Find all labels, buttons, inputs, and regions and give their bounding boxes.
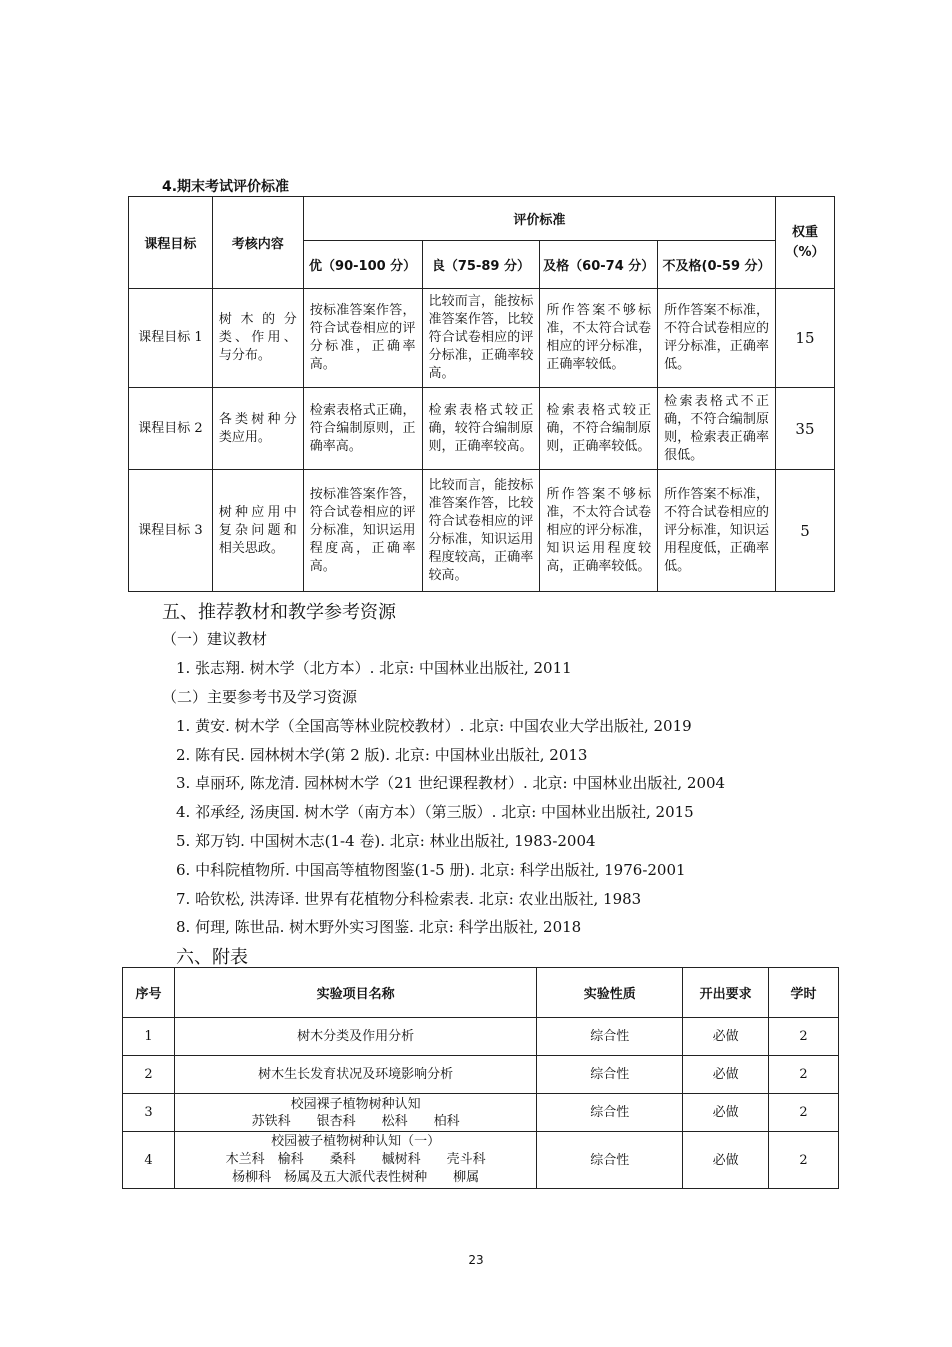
nature-cell: 综合性 [537, 1094, 683, 1132]
header-hours: 学时 [769, 968, 839, 1018]
table-row [129, 470, 835, 592]
reference-item: 5. 郑万钧. 中国树木志(1-4 卷). 北京: 林业出版社, 1983-2004 [176, 832, 596, 850]
goal-cell: 课程目标 2 [129, 388, 213, 470]
name-line: 树木分类及作用分析 [297, 1029, 415, 1044]
excellent-cell: 按标准答案作答，符合试卷相应的评分标准，知识运用程度高，正确率高。 [303, 470, 422, 592]
req-cell: 必做 [683, 1094, 769, 1132]
header-fail: 不及格(0-59 分） [658, 241, 776, 289]
fail-cell: 检索表格式不正确，不符合编制原则，检索表正确率很低。 [658, 388, 776, 470]
header-excellent: 优（90-100 分） [303, 241, 422, 289]
excellent-cell: 检索表格式正确，符合编制原则，正确率高。 [303, 388, 422, 470]
name-cell [174, 1018, 536, 1056]
textbook-subtitle: （一）建议教材 [162, 630, 268, 648]
header-weight: 权重（%） [775, 197, 834, 289]
weight-cell: 5 [775, 470, 834, 592]
good-cell: 比较而言，能按标准答案作答，比较符合试卷相应的评分标准，正确率较高。 [422, 289, 540, 388]
good-cell: 检索表格式较正确，较符合编制原则，正确率较高。 [422, 388, 540, 470]
nature-cell: 综合性 [537, 1132, 683, 1189]
experiment-table [122, 967, 839, 1189]
fail-cell: 所作答案不标准，不符合试卷相应的评分标准，正确率低。 [658, 289, 776, 388]
no-cell: 1 [123, 1018, 175, 1056]
weight-cell: 15 [775, 289, 834, 388]
header-content: 考核内容 [212, 197, 303, 289]
table-row [129, 388, 835, 470]
section5-title: 五、推荐教材和教学参考资源 [162, 602, 396, 623]
name-line: 杨柳科 杨属及五大派代表性树种 柳属 [232, 1170, 480, 1185]
reference-item: 8. 何理, 陈世品. 树木野外实习图鉴. 北京: 科学出版社, 2018 [176, 918, 582, 936]
nature-cell: 综合性 [537, 1056, 683, 1094]
pass-cell: 所作答案不够标准，不太符合试卷相应的评分标准，知识运用程度较高，正确率较低。 [540, 470, 658, 592]
no-cell: 4 [123, 1132, 175, 1189]
excellent-cell: 按标准答案作答，符合试卷相应的评分标准，正确率高。 [303, 289, 422, 388]
header-pass: 及格（60-74 分） [540, 241, 658, 289]
name-line: 苏铁科 银杏科 松科 柏科 [251, 1113, 460, 1129]
req-cell: 必做 [683, 1132, 769, 1189]
reference-item: 7. 哈钦松, 洪涛译. 世界有花植物分科检索表. 北京: 农业出版社, 1983 [176, 890, 642, 908]
table-row [123, 1094, 839, 1132]
table-row [123, 1056, 839, 1094]
header-good: 良（75-89 分） [422, 241, 540, 289]
goal-cell: 课程目标 3 [129, 470, 213, 592]
reference-item: 4. 祁承经, 汤庚国. 树木学（南方本）（第三版）. 北京: 中国林业出版社, 2015 [176, 803, 694, 821]
table-row [129, 289, 835, 388]
name-cell [174, 1094, 536, 1132]
hours-cell: 2 [769, 1132, 839, 1189]
textbook-item: 1. 张志翔. 树木学（北方本）. 北京: 中国林业出版社, 2011 [176, 659, 572, 677]
name-line: 校园被子植物树种认知（一） [271, 1134, 441, 1149]
reference-item: 3. 卓丽环, 陈龙清. 园林树木学（21 世纪课程教材）. 北京: 中国林业出版社, 2004 [176, 774, 726, 792]
name-line: 校园裸子植物树种认知 [290, 1096, 421, 1112]
hours-cell: 2 [769, 1094, 839, 1132]
weight-cell: 35 [775, 388, 834, 470]
req-cell: 必做 [683, 1056, 769, 1094]
pass-cell: 检索表格式较正确，不符合编制原则，正确率较低。 [540, 388, 658, 470]
pass-cell: 所作答案不够标准，不太符合试卷相应的评分标准，正确率较低。 [540, 289, 658, 388]
reference-item: 2. 陈有民. 园林树木学(第 2 版). 北京: 中国林业出版社, 2013 [176, 746, 588, 764]
name-cell [174, 1132, 536, 1189]
header-criteria: 评价标准 [303, 197, 775, 241]
page-number: 23 [468, 1253, 484, 1267]
content-cell: 树种应用中复杂问题和相关思政。 [212, 470, 303, 592]
hours-cell: 2 [769, 1018, 839, 1056]
section4-title: 4.期末考试评价标准 [162, 179, 290, 195]
header-no: 序号 [123, 968, 175, 1018]
name-line: 木兰科 榆科 桑科 槭树科 壳斗科 [225, 1152, 486, 1167]
header-goal: 课程目标 [129, 197, 213, 289]
header-nature: 实验性质 [537, 968, 683, 1018]
no-cell: 3 [123, 1094, 175, 1132]
no-cell: 2 [123, 1056, 175, 1094]
fail-cell: 所作答案不标准，不符合试卷相应的评分标准，知识运用程度低，正确率低。 [658, 470, 776, 592]
eval-criteria-table [128, 196, 835, 592]
table-row [123, 1018, 839, 1056]
table-row [123, 1132, 839, 1189]
reference-item: 1. 黄安. 树木学（全国高等林业院校教材）. 北京: 中国农业大学出版社, 2019 [176, 717, 692, 735]
content-cell: 树木的分类、作用、与分布。 [212, 289, 303, 388]
goal-cell: 课程目标 1 [129, 289, 213, 388]
references-subtitle: （二）主要参考书及学习资源 [162, 688, 358, 706]
nature-cell: 综合性 [537, 1018, 683, 1056]
header-req: 开出要求 [683, 968, 769, 1018]
reference-item: 6. 中科院植物所. 中国高等植物图鉴(1-5 册). 北京: 科学出版社, 1976-2001 [176, 861, 686, 879]
name-cell [174, 1056, 536, 1094]
header-name: 实验项目名称 [174, 968, 536, 1018]
name-line: 树木生长发育状况及环境影响分析 [258, 1067, 454, 1082]
req-cell: 必做 [683, 1018, 769, 1056]
hours-cell: 2 [769, 1056, 839, 1094]
section6-title: 六、附表 [176, 947, 248, 968]
content-cell: 各类树种分类应用。 [212, 388, 303, 470]
good-cell: 比较而言，能按标准答案作答，比较符合试卷相应的评分标准，知识运用程度较高，正确率较高。 [422, 470, 540, 592]
